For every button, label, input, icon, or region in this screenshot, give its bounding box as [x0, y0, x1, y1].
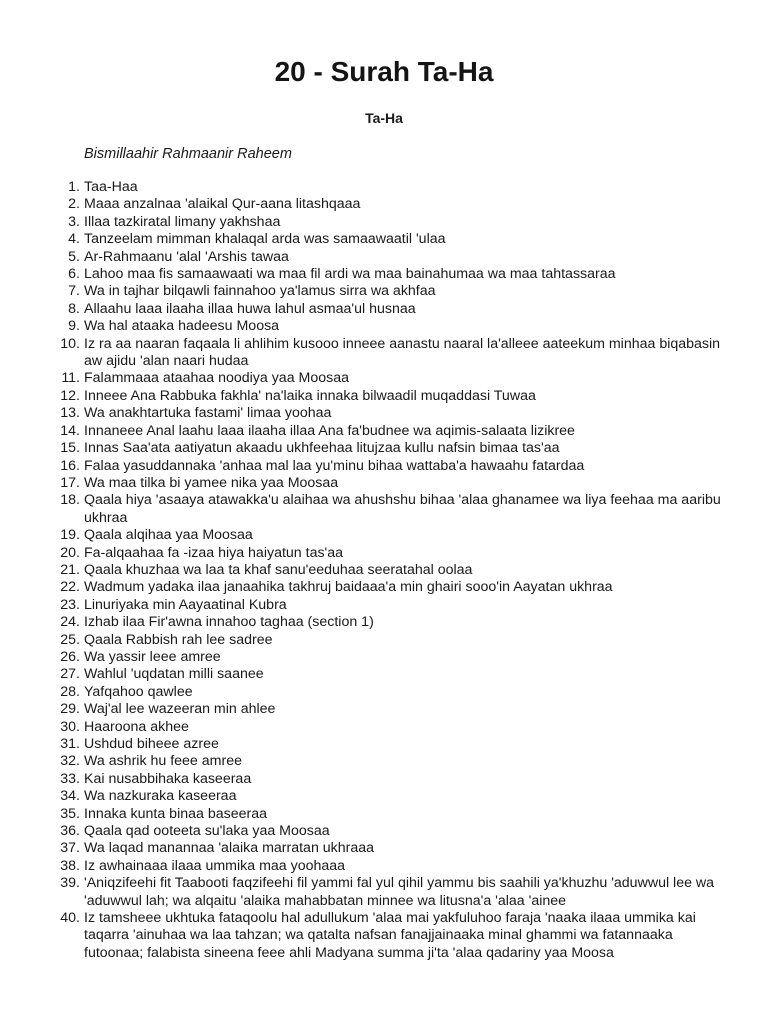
verse-item [60, 770, 734, 788]
verse-number: 34. [60, 788, 80, 805]
verse-number: 20. [60, 544, 80, 561]
verse-number: 4. [68, 231, 80, 248]
verse-item [60, 335, 734, 371]
verse-number: 24. [60, 614, 80, 631]
verse-item [68, 231, 734, 248]
verse-text: Fa-alqaahaa fa -izaa hiya haiyatun tas'aa [84, 544, 344, 561]
verse-number: 31. [60, 736, 80, 752]
verse-text: Wadmum yadaka ilaa janaahika takhruj baidaaa'a min ghairi sooo'in Aayatan ukhraa [84, 579, 613, 596]
verse-number: 36. [60, 823, 80, 840]
verse-number: 26. [60, 648, 80, 665]
verse-text: Waj'al lee wazeeran min ahlee [84, 701, 276, 718]
verse-number: 22. [60, 579, 80, 596]
verse-number: 29. [60, 701, 80, 718]
verse-text: Ushdud biheee azree [84, 736, 219, 752]
verse-text: Falammaaa ataahaa noodiya yaa Moosaa [84, 370, 350, 387]
verse-number: 18. [60, 492, 80, 509]
verse-number: 38. [60, 857, 80, 874]
page-subtitle: Ta-Ha [365, 110, 403, 126]
verse-item [60, 527, 734, 544]
verse-item [68, 213, 734, 231]
verse-item [60, 579, 734, 596]
verse-item [60, 614, 734, 631]
verse-number: 15. [60, 440, 80, 457]
verse-text: Yafqahoo qawlee [84, 683, 193, 700]
verse-item [68, 283, 734, 300]
verse-item [60, 631, 734, 649]
verse-text: 'Aniqzifeehi fit Taabooti faqzifeehi fil yammi fal yul qihil yammu bis saahili ya'khuzhu 'aduwwul lee wa 'aduwwul lah; wa alqaitu 'alaika mahabbatan minnee wa litusna'a 'alaa 'ainee [84, 875, 715, 909]
verse-number: 40. [60, 910, 80, 927]
verse-text: Iz awhainaaa ilaaa ummika maa yoohaaa [84, 857, 346, 874]
verse-item [60, 875, 734, 910]
verse-number: 1. [68, 179, 80, 195]
verse-text: Inneee Ana Rabbuka fakhla' na'laika innaka bilwaadil muqaddasi Tuwaa [84, 387, 536, 404]
verse-item [60, 648, 734, 666]
bismillah-line: Bismillaahir Rahmaanir Raheem [84, 146, 292, 162]
verse-item [60, 405, 734, 422]
verse-text: Iz tamsheee ukhtuka fataqoolu hal adullukum 'alaa mai yakfuluhoo faraja 'naaka ilaaa ummika kai taqarra 'ainuhaa wa laa tahzan; wa qatalta nafsan fanajjainaaka minal ghammi wa fatannaaka futoonaa; falabista sineena feee ahli Madyana summa ji'ta 'alaa qadariny yaa Moosa [84, 910, 696, 961]
verse-number: 6. [68, 266, 80, 283]
verse-text: Illaa tazkiratal limany yakhshaa [84, 213, 281, 230]
verse-number: 28. [60, 683, 80, 700]
verse-text: Tanzeelam mimman khalaqal arda was samaawaatil 'ulaa [84, 231, 446, 248]
verse-item [60, 840, 734, 857]
verse-item [60, 440, 734, 457]
verse-number: 27. [60, 666, 80, 683]
verse-text: Kai nusabbihaka kaseeraa [84, 770, 252, 787]
verse-number: 32. [60, 753, 80, 770]
verse-number: 3. [68, 213, 80, 230]
verse-number: 30. [60, 718, 80, 735]
verse-text: Wa in tajhar bilqawli fainnahoo ya'lamus sirra wa akhfaa [84, 283, 436, 300]
verse-number: 21. [60, 561, 80, 578]
verse-item [60, 596, 734, 614]
verse-text: Wa laqad manannaa 'alaika marratan ukhraaa [84, 840, 375, 857]
verse-text: Haaroona akhee [84, 718, 189, 735]
verse-item [60, 387, 734, 405]
verse-item [60, 805, 734, 823]
verse-text: Wa ashrik hu feee amree [84, 753, 242, 770]
verse-text: Innaneee Anal laahu laaa ilaaha illaa Ana fa'budnee wa aqimis-salaata lizikree [84, 422, 575, 439]
verse-item [60, 823, 734, 840]
verse-text: Wa maa tilka bi yamee nika yaa Moosaa [84, 474, 339, 491]
verse-text: Wahlul 'uqdatan milli saanee [84, 666, 264, 683]
verse-number: 35. [60, 805, 80, 822]
verse-number: 11. [61, 370, 80, 387]
verse-text: Wa hal ataaka hadeesu Moosa [84, 318, 280, 335]
verse-text: Ar-Rahmaanu 'alal 'Arshis tawaa [84, 248, 289, 265]
verse-text: Wa yassir leee amree [84, 648, 221, 665]
verse-number: 5. [68, 248, 80, 265]
verse-number: 8. [68, 300, 80, 317]
verse-text: Falaa yasuddannaka 'anhaa mal laa yu'minu bihaa wattaba'a hawaahu fatardaa [84, 457, 585, 474]
verse-number: 10. [60, 335, 80, 352]
verse-item [60, 788, 734, 805]
verse-item [60, 457, 734, 475]
verse-number: 33. [60, 770, 80, 787]
verse-text: Qaala Rabbish rah lee sadree [84, 631, 273, 648]
verse-item [60, 718, 734, 736]
verse-item [68, 318, 734, 335]
verse-text: Iz ra aa naaran faqaala li ahlihim kusooo inneee aanastu naaral la'alleee aateekum minhaa biqabasin aw ajidu 'alan naari hudaa [84, 335, 721, 370]
verse-text: Lahoo maa fis samaawaati wa maa fil ardi wa maa bainahumaa wa maa tahtassaraa [84, 266, 616, 283]
verse-item [60, 857, 734, 875]
verse-text: Wa anakhtartuka fastami' limaa yoohaa [84, 405, 332, 422]
verse-item [68, 196, 734, 213]
verse-item [60, 753, 734, 770]
verse-item [68, 179, 734, 196]
verse-item [60, 561, 734, 579]
verse-number: 25. [60, 631, 80, 648]
verse-text: Innaka kunta binaa baseeraa [84, 805, 268, 822]
verse-text: Qaala khuzhaa wa laa ta khaf sanu'eeduhaa seeratahal oolaa [84, 561, 473, 578]
verse-item [68, 248, 734, 266]
verse-item [68, 266, 734, 283]
verse-text: Maaa anzalnaa 'alaikal Qur-aana litashqaaa [84, 196, 361, 213]
verse-text: Taa-Haa [84, 179, 138, 195]
verse-item [60, 701, 734, 718]
verse-text: Allaahu laaa ilaaha illaa huwa lahul asmaa'ul husnaa [84, 300, 416, 317]
verse-item [60, 492, 734, 527]
verse-number: 19. [60, 527, 80, 544]
verse-number: 39. [60, 875, 80, 892]
verse-list [60, 179, 734, 962]
verse-text: Izhab ilaa Fir'awna innahoo taghaa (section 1) [84, 614, 374, 631]
verse-item [60, 422, 734, 440]
verse-number: 14. [60, 422, 80, 439]
verse-text: Qaala hiya 'asaaya atawakka'u alaihaa wa ahushshu bihaa 'alaa ghanamee wa liya feehaa ma aaribu ukhraa [84, 492, 721, 526]
verse-number: 37. [60, 840, 80, 857]
verse-item [61, 370, 734, 387]
verse-number: 16. [60, 457, 80, 474]
verse-text: Linuriyaka min Aayaatinal Kubra [84, 596, 287, 613]
page-title: 20 - Surah Ta-Ha [274, 56, 494, 87]
verse-item [60, 683, 734, 701]
verse-number: 17. [60, 474, 80, 491]
verse-number: 9. [68, 318, 80, 335]
verse-item [60, 666, 734, 683]
verse-text: Qaala qad ooteeta su'laka yaa Moosaa [84, 823, 330, 840]
verse-text: Wa nazkuraka kaseeraa [84, 788, 237, 805]
verse-number: 23. [60, 596, 80, 613]
verse-item [60, 544, 734, 562]
verse-text: Innas Saa'ata aatiyatun akaadu ukhfeehaa litujzaa kullu nafsin bimaa tas'aa [84, 440, 560, 457]
verse-number: 13. [60, 405, 80, 422]
verse-number: 12. [60, 387, 80, 404]
verse-number: 2. [68, 196, 80, 213]
verse-item [60, 474, 734, 492]
verse-number: 7. [68, 283, 80, 300]
verse-item [60, 910, 734, 962]
verse-text: Qaala alqihaa yaa Moosaa [84, 527, 253, 544]
verse-item [60, 736, 734, 753]
verse-item [68, 300, 734, 318]
